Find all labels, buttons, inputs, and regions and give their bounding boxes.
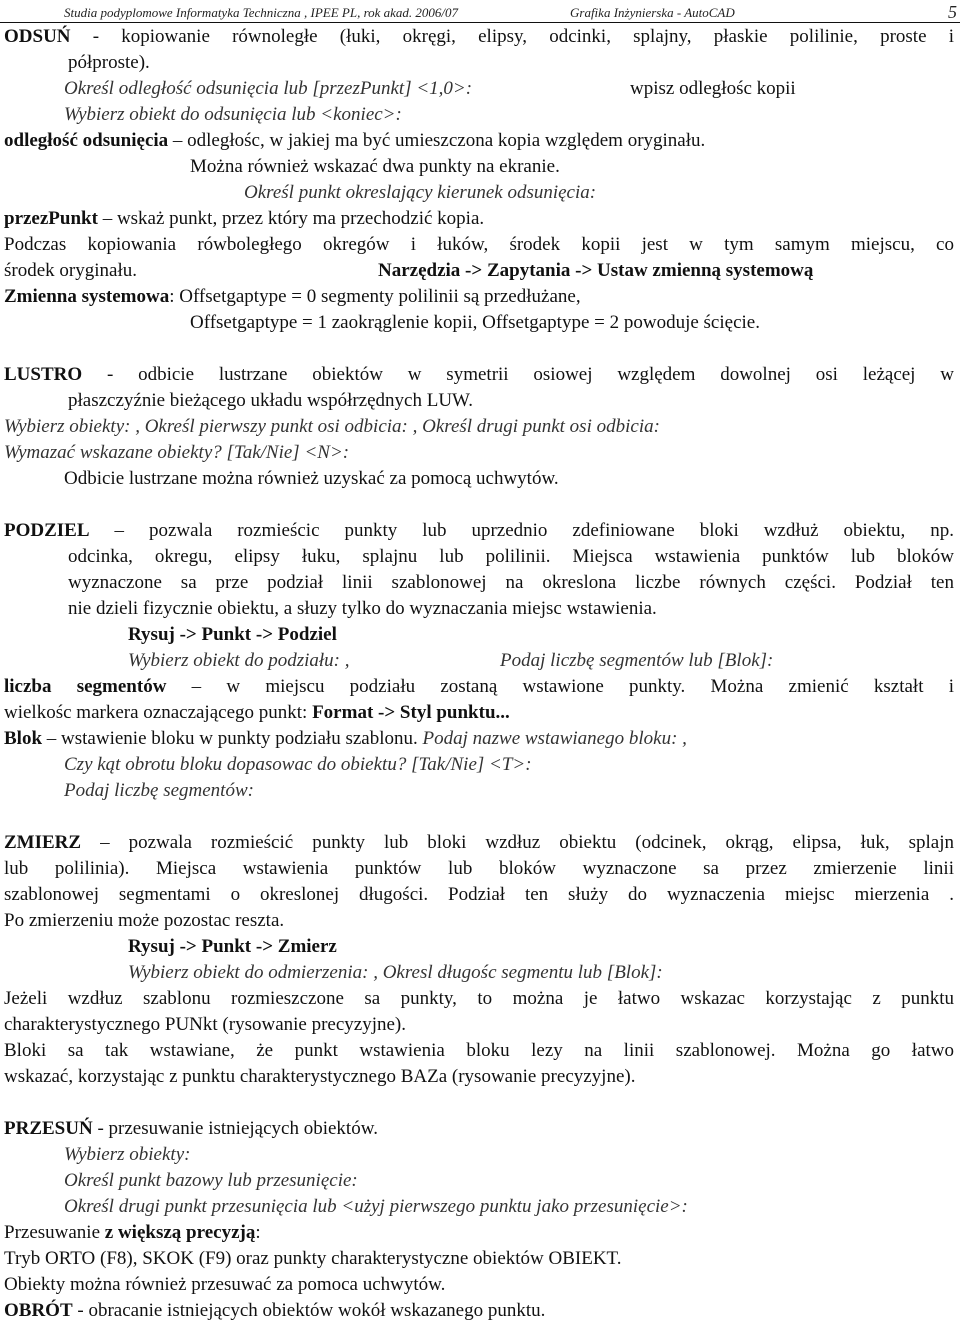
odsun-term-1: odległość odsunięcia – odległośc, w jakiej ma być umieszczona kopia względem oryginału. [4,130,706,151]
zmierz-para-1-line-2: charakterystycznego PUNkt (rysowanie precyzyjne). [4,1014,407,1035]
page-header [64,2,960,22]
zmierz-line-2: lub polilinia). Miejsca wstawienia punktów lub bloków wyznaczone sa przez zmierzenie linii [4,858,954,879]
podziel-line-2: odcinka, okregu, elipsy łuku, splajnu lub polilinii. Miejsca wstawienia punktów lub bloków [68,546,954,567]
podziel-menu-path: Rysuj -> Punkt -> Podziel [128,624,337,645]
zmierz-para-1-line-1: Jeżeli wzdłuz szablonu rozmieszczone sa punkty, to można je łatwo wskazac korzystając z punktu [4,988,954,1009]
obrot-title: OBRÓT [4,1300,73,1321]
zmierz-title: ZMIERZ [4,832,82,853]
odsun-line-2: półproste). [68,52,150,73]
odsun-term-2: przezPunkt – wskaż punkt, przez który ma przechodzić kopia. [4,208,485,229]
header-subject: Grafika Inżynierska - AutoCAD [570,5,735,20]
przesun-title: PRZESUŃ [4,1118,93,1139]
odsun-variable-2: Offsetgaptype = 1 zaokrąglenie kopii, Offsetgaptype = 2 powoduje ścięcie. [190,312,760,333]
przesun-precision: Przesuwanie z większą precyzją: [4,1222,261,1243]
section-gap [4,1090,954,1116]
section-gap [4,492,954,518]
zmierz-prompts: Wybierz obiekt do odmierzenia: , Okresl długośc segmentu lub [Blok]: [128,962,663,983]
podziel-line-4: nie dzieli fizycznie obiektu, a słuzy tylko do wyznaczania miejsc wstawienia. [68,598,657,619]
podziel-line-1: PODZIEL – pozwala rozmieścic punkty lub uprzednio zdefiniowane bloki wzdłuż obiektu, np. [4,520,954,541]
zmierz-para-2-line-1: Bloki sa tak wstawiane, że punkt wstawienia bloku lezy na linii szablonowej. Można go łatwo [4,1040,954,1061]
header-divider [0,22,960,23]
przesun-prompt-3: Określ drugi punkt przesunięcia lub <użyj pierwszego punktu jako przesunięcie>: [64,1196,688,1217]
odsun-prompt-2: Wybierz obiekt do odsunięcia lub <koniec>: [64,104,402,125]
przesun-uchwyty: Obiekty można również przesuwać za pomoca uchwytów. [4,1274,446,1295]
podziel-line-3: wyznaczone sa prze podział linii szablonowej na okreslona liczbe równych części. Podział ten [68,572,954,593]
zmierz-line-3: szablonowej segmentami o okreslonej długości. Podział ten służy do wyznaczenia miejsc mierzenia . [4,884,954,905]
odsun-prompt-line [4,76,954,102]
podziel-title: PODZIEL [4,520,90,541]
podziel-prompts: Wybierz obiekt do podziału: , Podaj liczbę segmentów lub [Blok]: [128,650,774,671]
lustro-note: Odbicie lustrzane można również uzyskać za pomocą uchwytów. [64,468,559,489]
zmierz-line-4: Po zmierzeniu może pozostac reszta. [4,910,285,931]
section-gap [4,804,954,830]
przesun-prompt-1: Wybierz obiekty: [64,1144,191,1165]
document-body [4,24,954,1324]
podziel-blok: Blok – wstawienie bloku w punkty podziału szablonu. Podaj nazwe wstawianego bloku: , [4,728,687,749]
odsun-prompt-note: wpisz odległośc kopii [630,78,796,99]
obrot-line-1: OBRÓT - obracanie istniejących obiektów wokół wskazanego punktu. [4,1300,546,1321]
header-course: Studia podyplomowe Informatyka Techniczna , IPEE PL, rok akad. 2006/07 [64,5,459,20]
podziel-line-5: wielkośc markera oznaczającego punkt: Format -> Styl punktu... [4,702,510,723]
odsun-circles-2: środek oryginału. Narzędzia -> Zapytania -> Ustaw zmienną systemową [4,258,954,284]
zmierz-line-1: ZMIERZ – pozwala rozmieścić punkty lub bloki wzdłuz obiektu (odcinek, okrąg, elipsa, łuk, splajn [4,832,954,853]
odsun-points-note: Można również wskazać dwa punkty na ekranie. [190,156,560,177]
lustro-line-1: LUSTRO - odbicie lustrzane obiektów w symetrii osiowej względem dowolnej osi leżącej w [4,364,954,385]
lustro-line-2: płaszczyźnie bieżącego układu współrzędnych LUW. [68,390,473,411]
odsun-title: ODSUŃ [4,26,71,47]
section-gap [4,336,954,362]
odsun-prompt-1: Określ odległość odsunięcia lub [przezPunkt] <1,0>: [64,78,473,99]
zmierz-para-2-line-2: wskazać, korzystając z punktu charakterystycznego BAZa (rysowanie precyzyjne). [4,1066,636,1087]
podziel-blok-prompt-3: Podaj liczbę segmentów: [64,780,254,801]
przesun-tryb: Tryb ORTO (F8), SKOK (F9) oraz punkty charakterystyczne obiektów OBIEKT. [4,1248,622,1269]
podziel-blok-prompt-2: Czy kąt obrotu bloku dopasowac do obiektu? [Tak/Nie] <T>: [64,754,532,775]
lustro-prompts-1: Wybierz obiekty: , Określ pierwszy punkt osi odbicia: , Określ drugi punkt osi odbicia: [4,416,660,437]
lustro-prompts-2: Wymazać wskazane obiekty? [Tak/Nie] <N>: [4,442,350,463]
podziel-term: liczba segmentów – w miejscu podziału zostaną wstawione punkty. Można zmienić kształt i [4,676,954,697]
odsun-circles-1: Podczas kopiowania rówboległego okregów i łuków, środek kopii jest w tym samym miejscu, co [4,234,954,255]
page-number: 5 [948,2,957,22]
format-menu-path: Format -> Styl punktu... [312,702,510,723]
przesun-line-1: PRZESUŃ - przesuwanie istniejących obiektów. [4,1118,378,1139]
lustro-title: LUSTRO [4,364,83,385]
przesun-prompt-2: Określ punkt bazowy lub przesunięcie: [64,1170,358,1191]
zmierz-menu-path: Rysuj -> Punkt -> Zmierz [128,936,337,957]
odsun-line-1: ODSUŃ - kopiowanie równoległe (łuki, okręgi, elipsy, odcinki, splajny, płaskie polilinie, proste i [4,26,954,47]
odsun-variable-1: Zmienna systemowa: Offsetgaptype = 0 segmenty polilinii są przedłużane, [4,286,581,307]
odsun-menu-path: Narzędzia -> Zapytania -> Ustaw zmienną systemową [378,260,814,281]
odsun-prompt-3: Określ punkt okreslający kierunek odsunięcia: [244,182,597,203]
